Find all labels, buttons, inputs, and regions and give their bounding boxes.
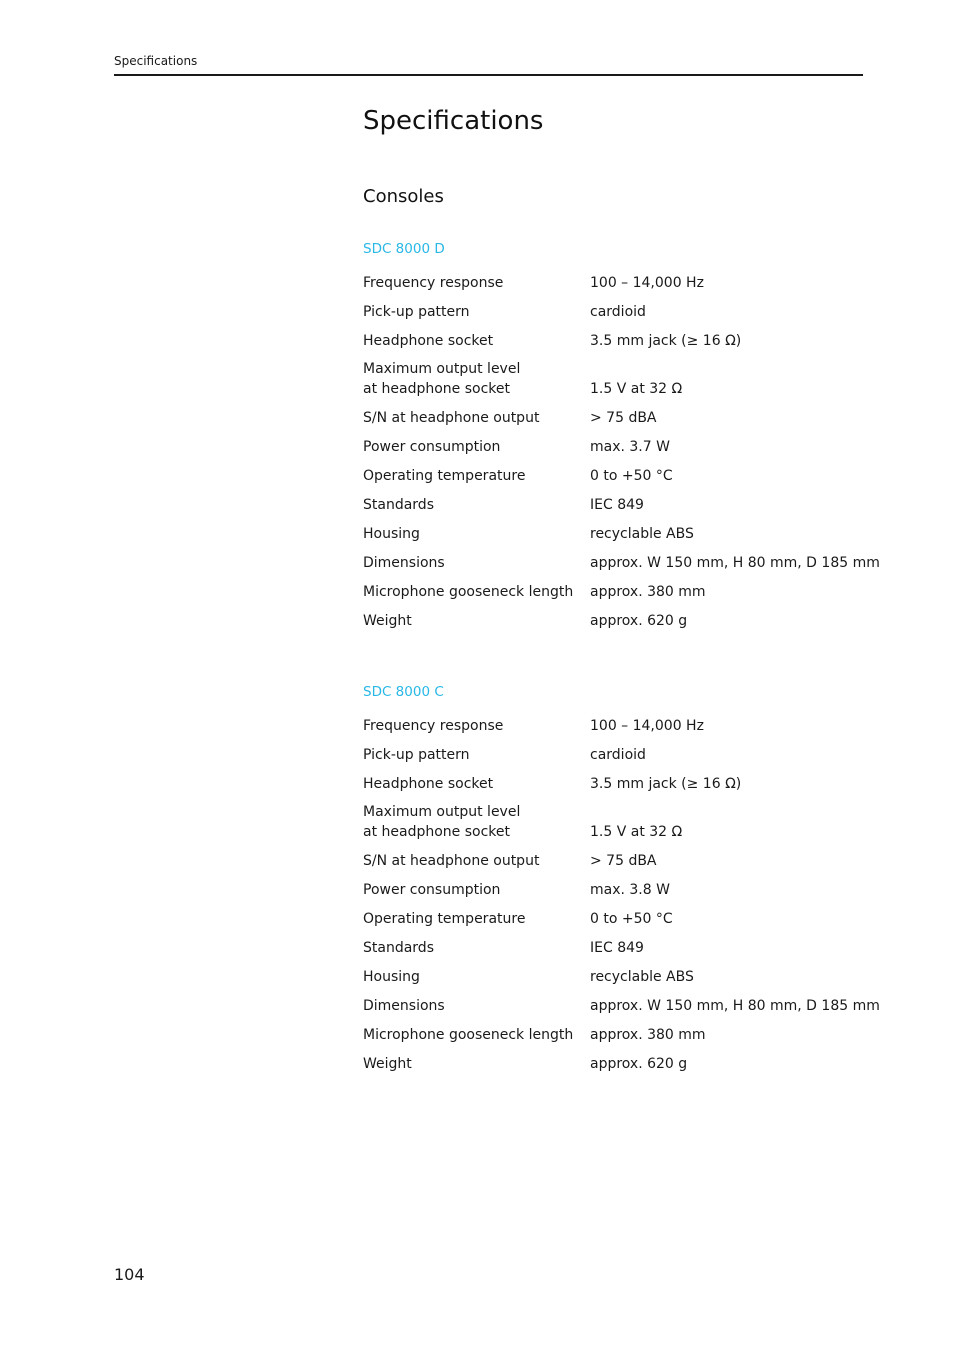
spec-label-line: Dimensions	[363, 554, 445, 571]
spec-label	[363, 958, 590, 987]
spec-value: > 75 dBA	[590, 409, 657, 426]
spec-label-line: Dimensions	[363, 997, 445, 1014]
spec-label-line: Operating temperature	[363, 467, 526, 484]
spec-label	[363, 871, 590, 900]
spec-value: 3.5 mm jack (≥ 16 Ω)	[590, 775, 742, 792]
spec-row	[363, 293, 883, 322]
spec-row	[363, 987, 883, 1016]
spec-label	[363, 264, 590, 293]
product-heading-sdc-8000-c: SDC 8000 C	[363, 684, 444, 700]
spec-row	[363, 457, 883, 486]
spec-label-line: Weight	[363, 612, 412, 629]
spec-label-line: Headphone socket	[363, 775, 494, 792]
spec-label	[363, 322, 590, 351]
spec-value: approx. 380 mm	[590, 1026, 706, 1043]
spec-label	[363, 515, 590, 544]
spec-label	[363, 987, 590, 1016]
spec-label	[363, 351, 590, 399]
spec-value: 100 – 14,000 Hz	[590, 717, 704, 734]
spec-row	[363, 515, 883, 544]
spec-value: approx. 620 g	[590, 612, 688, 629]
spec-label	[363, 293, 590, 322]
section-heading-consoles: Consoles	[363, 186, 444, 207]
spec-label-line: S/N at headphone output	[363, 409, 540, 426]
spec-row	[363, 544, 883, 573]
spec-row	[363, 794, 883, 842]
spec-label-line: Power consumption	[363, 438, 501, 455]
spec-value: max. 3.7 W	[590, 438, 670, 455]
spec-row	[363, 736, 883, 765]
spec-label-line: Pick-up pattern	[363, 303, 470, 320]
spec-value: approx. W 150 mm, H 80 mm, D 185 mm	[590, 997, 880, 1014]
spec-value: 1.5 V at 32 Ω	[590, 823, 683, 840]
spec-label	[363, 1016, 590, 1045]
spec-label-line: Frequency response	[363, 274, 504, 291]
spec-label-line: Maximum output level	[363, 361, 521, 377]
spec-value: 0 to +50 °C	[590, 910, 673, 927]
spec-row	[363, 1045, 883, 1074]
spec-row	[363, 929, 883, 958]
spec-value: approx. W 150 mm, H 80 mm, D 185 mm	[590, 554, 880, 571]
spec-row	[363, 428, 883, 457]
spec-row	[363, 264, 883, 293]
running-header: Specifications	[114, 54, 198, 68]
spec-label-line: Standards	[363, 496, 434, 513]
spec-row	[363, 765, 883, 794]
spec-value: recyclable ABS	[590, 525, 694, 542]
spec-label	[363, 929, 590, 958]
spec-value: > 75 dBA	[590, 852, 657, 869]
spec-label-line: Microphone gooseneck length	[363, 1026, 574, 1043]
header-rule	[114, 74, 863, 76]
spec-label	[363, 544, 590, 573]
spec-label-line: at headphone socket	[363, 823, 510, 840]
spec-label	[363, 765, 590, 794]
spec-label	[363, 736, 590, 765]
spec-label-line: Frequency response	[363, 717, 504, 734]
spec-label-line: Power consumption	[363, 881, 501, 898]
spec-label	[363, 399, 590, 428]
spec-value: cardioid	[590, 746, 646, 763]
spec-row	[363, 573, 883, 602]
spec-value: 100 – 14,000 Hz	[590, 274, 704, 291]
spec-label-line: Housing	[363, 525, 420, 542]
spec-row	[363, 351, 883, 399]
spec-value: recyclable ABS	[590, 968, 694, 985]
spec-label	[363, 428, 590, 457]
spec-row	[363, 707, 883, 736]
spec-value: 3.5 mm jack (≥ 16 Ω)	[590, 332, 742, 349]
spec-label-line: Operating temperature	[363, 910, 526, 927]
spec-label-line: Headphone socket	[363, 332, 494, 349]
page-title: Specifications	[363, 106, 544, 136]
spec-table-sdc-8000-c	[363, 707, 883, 1074]
spec-table-sdc-8000-d	[363, 264, 883, 631]
spec-label	[363, 573, 590, 602]
product-heading-sdc-8000-d: SDC 8000 D	[363, 241, 445, 257]
spec-row	[363, 602, 883, 631]
spec-value: 1.5 V at 32 Ω	[590, 380, 683, 397]
spec-value: 0 to +50 °C	[590, 467, 673, 484]
spec-label	[363, 602, 590, 631]
spec-label-line: Maximum output level	[363, 804, 521, 820]
spec-label-line: Pick-up pattern	[363, 746, 470, 763]
spec-label	[363, 794, 590, 842]
spec-label	[363, 707, 590, 736]
spec-value: cardioid	[590, 303, 646, 320]
spec-row	[363, 486, 883, 515]
spec-row	[363, 871, 883, 900]
spec-label-line: Housing	[363, 968, 420, 985]
spec-label-line: Weight	[363, 1055, 412, 1072]
spec-label-line: Microphone gooseneck length	[363, 583, 574, 600]
spec-label	[363, 842, 590, 871]
spec-row	[363, 1016, 883, 1045]
spec-value: IEC 849	[590, 939, 644, 956]
spec-value: approx. 620 g	[590, 1055, 688, 1072]
spec-row	[363, 322, 883, 351]
spec-row	[363, 958, 883, 987]
page-number: 104	[114, 1265, 145, 1284]
spec-value: approx. 380 mm	[590, 583, 706, 600]
spec-label	[363, 457, 590, 486]
spec-row	[363, 399, 883, 428]
spec-row	[363, 900, 883, 929]
spec-label	[363, 900, 590, 929]
spec-label-line: Standards	[363, 939, 434, 956]
spec-label-line: S/N at headphone output	[363, 852, 540, 869]
spec-label	[363, 1045, 590, 1074]
spec-row	[363, 842, 883, 871]
spec-label-line: at headphone socket	[363, 380, 510, 397]
spec-label	[363, 486, 590, 515]
spec-value: IEC 849	[590, 496, 644, 513]
spec-value: max. 3.8 W	[590, 881, 670, 898]
